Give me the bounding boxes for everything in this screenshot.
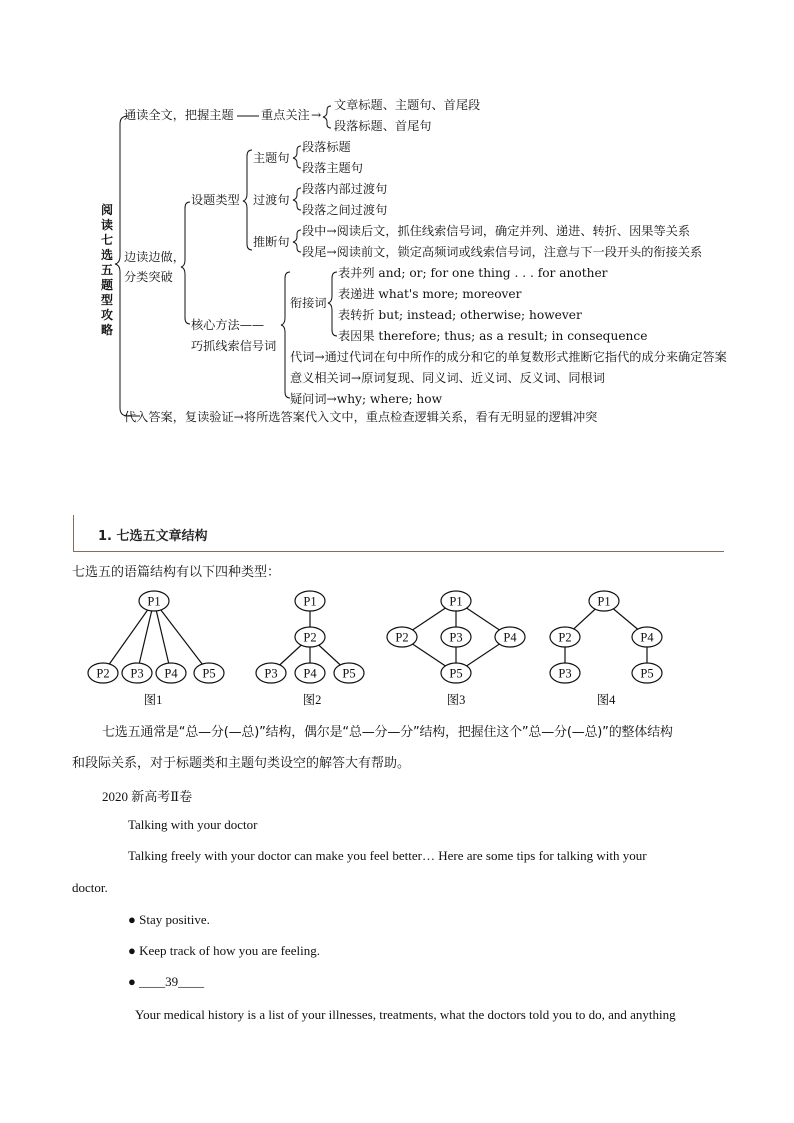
node-label: P1 (303, 594, 317, 609)
mind-map-root: 阅读七选五题型攻略 (101, 203, 114, 337)
structure-paragraph-line: 七选五通常是“总—分(—总)”结构，偶尔是“总—分—分”结构，把握住这个”总—分(—总)”的整体结构 (102, 725, 673, 740)
node-label: P5 (342, 666, 356, 681)
topic-item: 段落主题句 (302, 161, 363, 175)
question-types-label: 设题类型 (191, 193, 240, 207)
passage-line: Your medical history is a list of your illnesses, treatments, what the doctors told you to do, and anything (135, 1007, 676, 1022)
node-label: P1 (147, 594, 161, 609)
passage-line: doctor. (72, 880, 108, 895)
node-label: P1 (449, 594, 463, 609)
blank-39: ● ____39____ (128, 974, 205, 989)
structure-paragraph-line: 和段际关系，对于标题类和主题句类设空的解答大有帮助。 (72, 756, 411, 771)
figure-caption: 图3 (446, 693, 466, 707)
bullet-tip: ● Keep track of how you are feeling. (128, 943, 320, 958)
topic-item: 段落标题 (302, 140, 351, 154)
figure-caption: 图1 (143, 693, 163, 707)
arrow-icon: → (311, 108, 322, 122)
intro-text: 七选五的语篇结构有以下四种类型： (72, 565, 281, 580)
node-label: P2 (395, 630, 409, 645)
node-label: P5 (640, 666, 654, 681)
node-label: P4 (640, 630, 654, 645)
connectives-label: 衔接词 (290, 296, 327, 310)
connective-item: 表递进 what's more; moreover (338, 287, 522, 301)
core-method-label: 巧抓线索信号词 (191, 339, 277, 353)
node-label: P3 (449, 630, 463, 645)
connective-item: 表并列 and; or; for one thing . . . for another (338, 266, 608, 280)
bullet-tip: ● Stay positive. (128, 912, 210, 927)
node-label: P2 (96, 666, 110, 681)
node-label: P4 (164, 666, 178, 681)
meaning-related-item: 意义相关词→原词复现、同义词、近义词、反义词、同根词 (290, 371, 605, 385)
figure-caption: 图2 (302, 693, 322, 707)
branch2-label: 边读边做， (124, 250, 185, 264)
transition-item: 段落之间过渡句 (302, 203, 388, 217)
structure-diagrams (75, 583, 680, 710)
question-word-item: 疑问词→why; where; how (290, 392, 443, 406)
passage-line: Talking freely with your doctor can make you feel better… Here are some tips for talking with your (128, 848, 647, 863)
topic-sentence-label: 主题句 (253, 151, 290, 165)
figure-caption: 图4 (596, 693, 616, 707)
node-label: P4 (303, 666, 317, 681)
branch1-label: 通读全文，把握主题 (124, 108, 234, 122)
node-label: P1 (597, 594, 611, 609)
branch1-item: 段落标题、首尾句 (334, 119, 432, 133)
branch1-focus: 重点关注 (261, 108, 310, 122)
connective-item: 表因果 therefore; thus; as a result; in consequence (338, 329, 648, 343)
section-title: 1. 七选五文章结构 (98, 529, 208, 544)
node-label: P2 (558, 630, 572, 645)
exam-source: 2020 新高考Ⅱ卷 (102, 789, 193, 804)
pronoun-item: 代词→通过代词在句中所作的成分和它的单复数形式推断它指代的成分来确定答案 (290, 350, 727, 364)
inference-item: 段尾→阅读前文，锁定高频词或线索信号词，注意与下一段开头的衔接关系 (302, 245, 703, 259)
node-label: P2 (303, 630, 317, 645)
branch2-label: 分类突破 (124, 270, 173, 284)
node-label: P3 (130, 666, 144, 681)
inference-item: 段中→阅读后文，抓住线索信号词，确定并列、递进、转折、因果等关系 (302, 224, 691, 238)
core-method-label: 核心方法—— (191, 318, 265, 332)
transition-sentence-label: 过渡句 (253, 193, 290, 207)
node-label: P5 (449, 666, 463, 681)
branch3-label: 代入答案，复读验证→将所选答案代入文中，重点检查逻辑关系，看有无明显的逻辑冲突 (124, 410, 598, 424)
transition-item: 段落内部过渡句 (302, 182, 388, 196)
branch1-item: 文章标题、主题句、首尾段 (334, 98, 481, 112)
node-label: P3 (558, 666, 572, 681)
passage-title: Talking with your doctor (128, 817, 258, 832)
node-label: P3 (264, 666, 278, 681)
node-label: P5 (202, 666, 216, 681)
node-label: P4 (503, 630, 517, 645)
dash-line (237, 110, 259, 122)
inference-sentence-label: 推断句 (253, 235, 290, 249)
connective-item: 表转折 but; instead; otherwise; however (338, 308, 582, 322)
